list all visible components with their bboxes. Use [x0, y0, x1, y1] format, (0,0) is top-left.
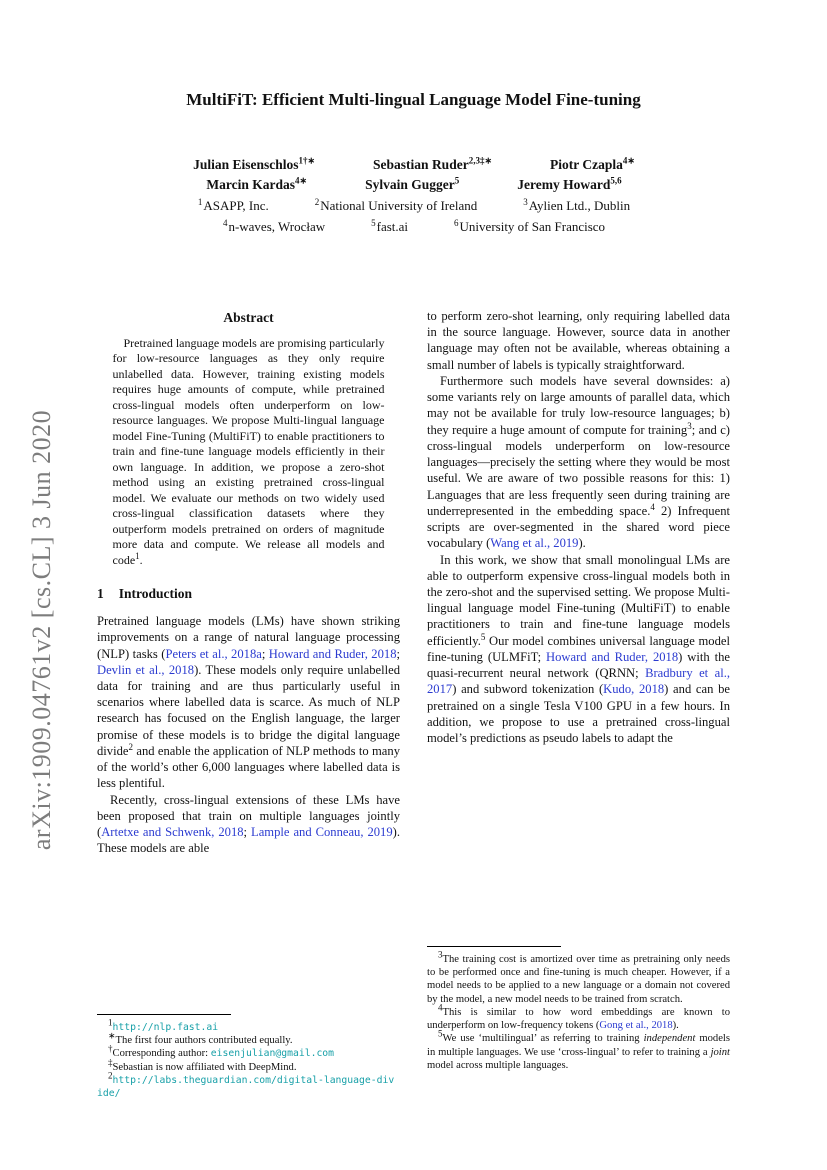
- author-affil-marker: 4∗: [295, 175, 308, 186]
- text-segment: Pretrained language models are promising particularly for low-resource languages as they only require unlabelled data. However, training existing models requires huge amounts of compute, while pretrained cross-lingual models often underperform on low-resource languages. We propose Multi-lingual language model Fine-Tuning (MultiFiT) to enable practitioners to train and fine-tune language models efficiently in their own language. In addition, we propose a zero-shot method using an existing pretrained cross-lingual model. We evaluate our methods on two widely used cross-lingual classification datasets where they outperform models pretrained on orders of magnitude more data and compute. We release all models and code: [112, 336, 385, 567]
- url-link[interactable]: eisenjulian@gmail.com: [210, 1048, 335, 1060]
- affil-text: fast.ai: [376, 219, 409, 234]
- paragraph: [97, 792, 400, 857]
- abstract-heading: Abstract: [223, 310, 274, 325]
- footnote-marker[interactable]: 3: [438, 949, 443, 960]
- citation-link[interactable]: Gong et al., 2018: [599, 1020, 673, 1032]
- text-segment: Pretrained language models (LMs) have shown striking improvements on a range of natural language processing (NLP) tasks (: [97, 614, 400, 661]
- author-text: Julian Eisenschlos: [193, 157, 299, 172]
- footnote: [427, 949, 730, 1006]
- author-text: Sebastian Ruder: [373, 157, 469, 172]
- paragraph: [427, 552, 730, 747]
- affil-marker: 6: [454, 217, 459, 228]
- text-segment: The training cost is amortized over time as pretraining only needs to be performed once and fine-tuning is much cheaper. However, if a model needs to be applied to a new language or a domain not covered by the model, a new model needs to be trained from scratch.: [427, 954, 730, 1005]
- footnote-marker[interactable]: 5: [438, 1028, 443, 1039]
- footnote-marker[interactable]: 4: [438, 1002, 443, 1013]
- author-name: [193, 155, 315, 175]
- affil-text: University of San Francisco: [459, 219, 606, 234]
- footnote-marker[interactable]: 5: [480, 631, 486, 642]
- footnote-marker[interactable]: ∗: [108, 1030, 116, 1041]
- affil-text: Aylien Ltd., Dublin: [528, 198, 631, 213]
- footnote: [97, 1043, 400, 1060]
- section-heading-introduction: [97, 586, 400, 602]
- text-segment: Recently, cross-lingual extensions of these LMs have been proposed that train on multiple languages jointly (: [97, 792, 400, 840]
- footnote-marker[interactable]: 4: [650, 501, 655, 512]
- section-number: 1: [97, 586, 104, 602]
- text-segment: to perform zero-shot learning, only requiring labelled data in the source language. However, source data in another language may often not be available, whereas obtaining a small number of labels is typically straightforward.: [427, 309, 730, 372]
- emphasized-text: joint: [710, 1046, 730, 1058]
- affiliation: [371, 216, 408, 237]
- url-link[interactable]: http://nlp.fast.ai: [112, 1022, 219, 1033]
- citation-link[interactable]: Bradbury et al., 2017: [427, 666, 730, 697]
- text-segment: ; and c) cross-lingual models underperform on low-resource languages—precisely the setting where they would be most useful. We are aware of two possible reasons for this: 1) Languages that are less frequently seen during training are underrepresented in the embedding space.: [427, 422, 730, 518]
- left-column: [97, 308, 400, 1012]
- text-segment: .: [139, 552, 143, 567]
- author-affil-marker: 4∗: [622, 155, 635, 166]
- citation-link[interactable]: Peters et al., 2018a: [165, 646, 262, 661]
- affil-marker: 5: [371, 217, 376, 228]
- text-segment: model across multiple languages.: [427, 1059, 569, 1071]
- footnote-marker[interactable]: 1: [135, 550, 140, 561]
- paragraph: [427, 373, 730, 552]
- citation-link[interactable]: Howard and Ruder, 2018: [268, 646, 397, 661]
- paper-title: MultiFiT: Efficient Multi-lingual Language Model Fine-tuning: [186, 90, 641, 109]
- footnote: [97, 1070, 400, 1100]
- emphasized-text: independent: [643, 1033, 696, 1045]
- author-affil-marker: 5,6: [610, 175, 622, 186]
- footnote: [427, 1002, 730, 1032]
- footnotes-left: [97, 1014, 400, 1100]
- arxiv-watermark: arXiv:1909.04761v2 [cs.CL] 3 Jun 2020: [27, 409, 56, 851]
- affiliation: [198, 195, 269, 216]
- author-row: [64, 175, 764, 195]
- footnote: [427, 1028, 730, 1072]
- paragraph: [97, 613, 400, 792]
- affiliation: [523, 195, 630, 216]
- author-name: [517, 175, 621, 195]
- footnotes-right: [427, 946, 730, 1072]
- affiliation: [315, 195, 478, 216]
- author-block: [64, 155, 764, 237]
- text-segment: ). These models are able: [97, 825, 400, 856]
- citation-link[interactable]: Lample and Conneau, 2019: [251, 825, 393, 840]
- affiliation: [454, 216, 605, 237]
- affil-marker: 4: [222, 217, 228, 228]
- text-segment: In this work, we show that small monolingual LMs are able to outperform expensive cross-lingual models both in the zero-shot and the supervised setting. We propose Multi-lingual language model Fine-tuning (MultiFiT) to enable practitioners to train and fine-tune language models efficiently.: [427, 552, 730, 648]
- author-affil-marker: 1†∗: [298, 155, 316, 166]
- text-segment: ;: [261, 646, 269, 661]
- footnote-marker[interactable]: 2: [128, 741, 133, 752]
- text-segment: 2) Infrequent scripts are over-segmented in the shared word piece vocabulary (: [427, 503, 730, 551]
- citation-link[interactable]: Artetxe and Schwenk, 2018: [101, 825, 244, 840]
- text-segment: ).: [578, 536, 586, 551]
- footnote: [97, 1017, 400, 1034]
- footnote: [97, 1030, 400, 1047]
- affil-marker: 2: [314, 196, 320, 207]
- affil-marker: 1: [197, 196, 203, 207]
- affiliation-row: [64, 195, 764, 216]
- footnote: [97, 1057, 400, 1074]
- text-segment: Corresponding author:: [112, 1048, 211, 1060]
- text-segment: The first four authors contributed equally.: [115, 1035, 293, 1047]
- paragraph: [427, 308, 730, 373]
- affil-text: ASAPP, Inc.: [203, 198, 269, 213]
- citation-link[interactable]: Kudo, 2018: [603, 682, 665, 697]
- text-segment: ) and can be pretrained on a single Tesla V100 GPU in a few hours. In addition, we propose to use a pretrained cross-lingual model’s predictions as pseudo labels to adapt the: [427, 682, 730, 746]
- author-text: Jeremy Howard: [517, 177, 611, 192]
- footnote-marker[interactable]: 3: [687, 420, 692, 431]
- text-segment: Furthermore such models have several downsides: a) some variants rely on large amounts of parallel data, which may not be available for truly low-resource languages; b) they require a huge amount of compute for training: [427, 373, 730, 437]
- text-segment: and enable the application of NLP methods to many of the world’s other 6,000 languages where labelled data is less plentiful.: [97, 743, 400, 791]
- author-name: [550, 155, 635, 175]
- author-name: [373, 155, 492, 175]
- author-text: Piotr Czapla: [549, 157, 623, 172]
- text-segment: ) and subword tokenization (: [452, 682, 604, 697]
- text-segment: This is similar to how word embeddings are known to underperform on low-frequency tokens (: [427, 1006, 730, 1032]
- abstract-text: [113, 336, 385, 568]
- footnote-marker[interactable]: 1: [108, 1017, 113, 1028]
- affiliation: [223, 216, 325, 237]
- footnote-marker[interactable]: 2: [108, 1070, 113, 1081]
- affiliation-row: [64, 216, 764, 237]
- citation-link[interactable]: Howard and Ruder, 2018: [546, 649, 679, 664]
- text-segment: models in multiple languages. We use ‘cross-lingual’ to refer to training a: [427, 1033, 730, 1058]
- footnote-marker[interactable]: †: [108, 1043, 113, 1054]
- text-segment: ;: [396, 646, 400, 661]
- text-segment: ) with the quasi-recurrent neural network (QRNN;: [427, 649, 730, 681]
- url-link[interactable]: http://labs.theguardian.com/digital-language-divide/: [97, 1074, 395, 1100]
- right-column: [427, 308, 730, 944]
- author-text: Marcin Kardas: [206, 177, 296, 192]
- author-name: [206, 175, 307, 195]
- footnote-marker[interactable]: ‡: [108, 1057, 113, 1068]
- text-segment: ). These models only require unlabelled data for training and are thus particularly useful in scenarios where labelled data is scarce. As much of NLP research has focused on the English language, the larger promise of these models is to bridge the digital language divide: [97, 662, 400, 758]
- affil-text: National University of Ireland: [320, 198, 478, 213]
- author-affil-marker: 5: [454, 175, 460, 186]
- section-title: Introduction: [118, 586, 193, 602]
- author-affil-marker: 2,3‡∗: [468, 155, 492, 166]
- author-name: [365, 175, 459, 195]
- author-row: [64, 155, 764, 175]
- footnote-rule: [427, 946, 561, 947]
- text-segment: Our model combines universal language model fine-tuning (ULMFiT;: [427, 633, 730, 664]
- text-segment: ;: [243, 825, 252, 840]
- author-text: Sylvain Gugger: [365, 177, 455, 192]
- citation-link[interactable]: Wang et al., 2019: [490, 536, 579, 551]
- text-segment: ).: [672, 1020, 679, 1032]
- text-segment: We use ‘multilingual’ as referring to training: [442, 1033, 644, 1045]
- affil-marker: 3: [523, 196, 528, 207]
- text-segment: Sebastian is now affiliated with DeepMind.: [112, 1061, 297, 1073]
- affil-text: n-waves, Wrocław: [228, 219, 326, 234]
- citation-link[interactable]: Devlin et al., 2018: [97, 662, 195, 677]
- footnote-rule: [97, 1014, 231, 1015]
